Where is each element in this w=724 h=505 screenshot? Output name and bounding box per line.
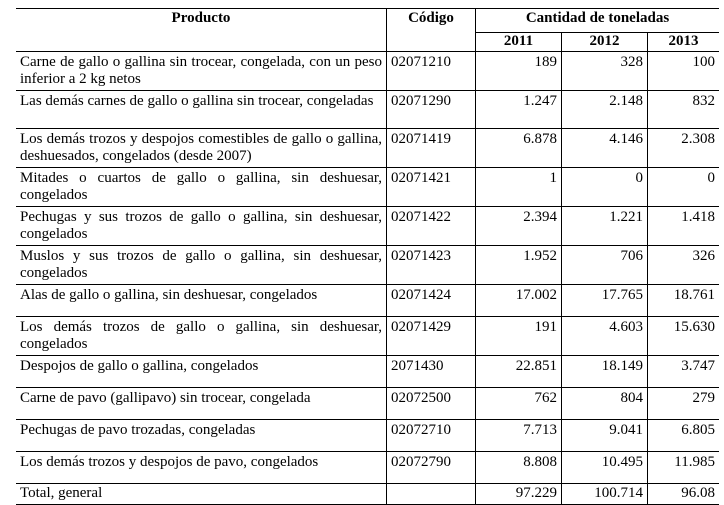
- product-code: 02071210: [387, 52, 476, 91]
- value-2013: 832: [648, 91, 720, 129]
- product-name: Los demás trozos y despojos de pavo, congelados: [16, 452, 387, 484]
- product-name: Los demás trozos de gallo o gallina, sin deshuesar, congelados: [16, 317, 387, 356]
- value-2012: 18.149: [562, 356, 648, 388]
- value-2012: 4.603: [562, 317, 648, 356]
- product-code: 02071290: [387, 91, 476, 129]
- value-2011: 1: [476, 168, 562, 207]
- table-row: [16, 52, 719, 91]
- product-name: Las demás carnes de gallo o gallina sin trocear, congeladas: [16, 91, 387, 129]
- total-label: Total, general: [16, 484, 387, 505]
- value-2012: 17.765: [562, 285, 648, 317]
- product-name: Pechugas de pavo trozadas, congeladas: [16, 420, 387, 452]
- value-2012: 1.221: [562, 207, 648, 246]
- table-row: [16, 207, 719, 246]
- header-producto: Producto: [16, 9, 387, 52]
- total-2011: 97.229: [476, 484, 562, 505]
- value-2013: 6.805: [648, 420, 720, 452]
- value-2011: 2.394: [476, 207, 562, 246]
- value-2011: 7.713: [476, 420, 562, 452]
- header-year-2013: 2013: [648, 33, 720, 52]
- table-row: [16, 91, 719, 129]
- table-row: [16, 246, 719, 285]
- product-code: 02072500: [387, 388, 476, 420]
- product-code: 02072790: [387, 452, 476, 484]
- value-2011: 22.851: [476, 356, 562, 388]
- value-2012: 706: [562, 246, 648, 285]
- product-code: 02071419: [387, 129, 476, 168]
- table-row: [16, 129, 719, 168]
- table-row: [16, 420, 719, 452]
- value-2012: 9.041: [562, 420, 648, 452]
- table-row: [16, 285, 719, 317]
- product-code: 02071422: [387, 207, 476, 246]
- value-2013: 1.418: [648, 207, 720, 246]
- header-year-2012: 2012: [562, 33, 648, 52]
- product-name: Alas de gallo o gallina, sin deshuesar, congelados: [16, 285, 387, 317]
- table-row: [16, 356, 719, 388]
- table-row: [16, 452, 719, 484]
- value-2012: 804: [562, 388, 648, 420]
- header-year-2011: 2011: [476, 33, 562, 52]
- product-name: Despojos de gallo o gallina, congelados: [16, 356, 387, 388]
- value-2012: 0: [562, 168, 648, 207]
- value-2011: 1.247: [476, 91, 562, 129]
- value-2013: 326: [648, 246, 720, 285]
- value-2011: 762: [476, 388, 562, 420]
- product-code: 02072710: [387, 420, 476, 452]
- product-name: Los demás trozos y despojos comestibles de gallo o gallina, deshuesados, congelados (desde 2007): [16, 129, 387, 168]
- total-row: [16, 484, 719, 505]
- total-2013: 96.08: [648, 484, 720, 505]
- header-cantidad: Cantidad de toneladas: [476, 9, 720, 33]
- product-name: Mitades o cuartos de gallo o gallina, sin deshuesar, congelados: [16, 168, 387, 207]
- product-code: 02071429: [387, 317, 476, 356]
- total-2012: 100.714: [562, 484, 648, 505]
- value-2013: 100: [648, 52, 720, 91]
- table-row: [16, 168, 719, 207]
- value-2012: 2.148: [562, 91, 648, 129]
- value-2011: 17.002: [476, 285, 562, 317]
- value-2013: 3.747: [648, 356, 720, 388]
- product-name: Muslos y sus trozos de gallo o gallina, sin deshuesar, congelados: [16, 246, 387, 285]
- total-code-empty: [387, 484, 476, 505]
- value-2012: 10.495: [562, 452, 648, 484]
- value-2013: 0: [648, 168, 720, 207]
- product-code: 02071423: [387, 246, 476, 285]
- product-name: Carne de pavo (gallipavo) sin trocear, congelada: [16, 388, 387, 420]
- product-name: Pechugas y sus trozos de gallo o gallina, sin deshuesar, congelados: [16, 207, 387, 246]
- value-2013: 11.985: [648, 452, 720, 484]
- value-2011: 189: [476, 52, 562, 91]
- value-2011: 191: [476, 317, 562, 356]
- table-row: [16, 388, 719, 420]
- header-codigo: Código: [387, 9, 476, 52]
- value-2013: 279: [648, 388, 720, 420]
- value-2011: 6.878: [476, 129, 562, 168]
- product-code: 02071424: [387, 285, 476, 317]
- imports-table: [16, 8, 719, 505]
- value-2013: 15.630: [648, 317, 720, 356]
- value-2013: 2.308: [648, 129, 720, 168]
- value-2011: 1.952: [476, 246, 562, 285]
- value-2011: 8.808: [476, 452, 562, 484]
- product-code: 2071430: [387, 356, 476, 388]
- value-2012: 4.146: [562, 129, 648, 168]
- table-row: [16, 317, 719, 356]
- product-code: 02071421: [387, 168, 476, 207]
- product-name: Carne de gallo o gallina sin trocear, congelada, con un peso inferior a 2 kg netos: [16, 52, 387, 91]
- value-2013: 18.761: [648, 285, 720, 317]
- value-2012: 328: [562, 52, 648, 91]
